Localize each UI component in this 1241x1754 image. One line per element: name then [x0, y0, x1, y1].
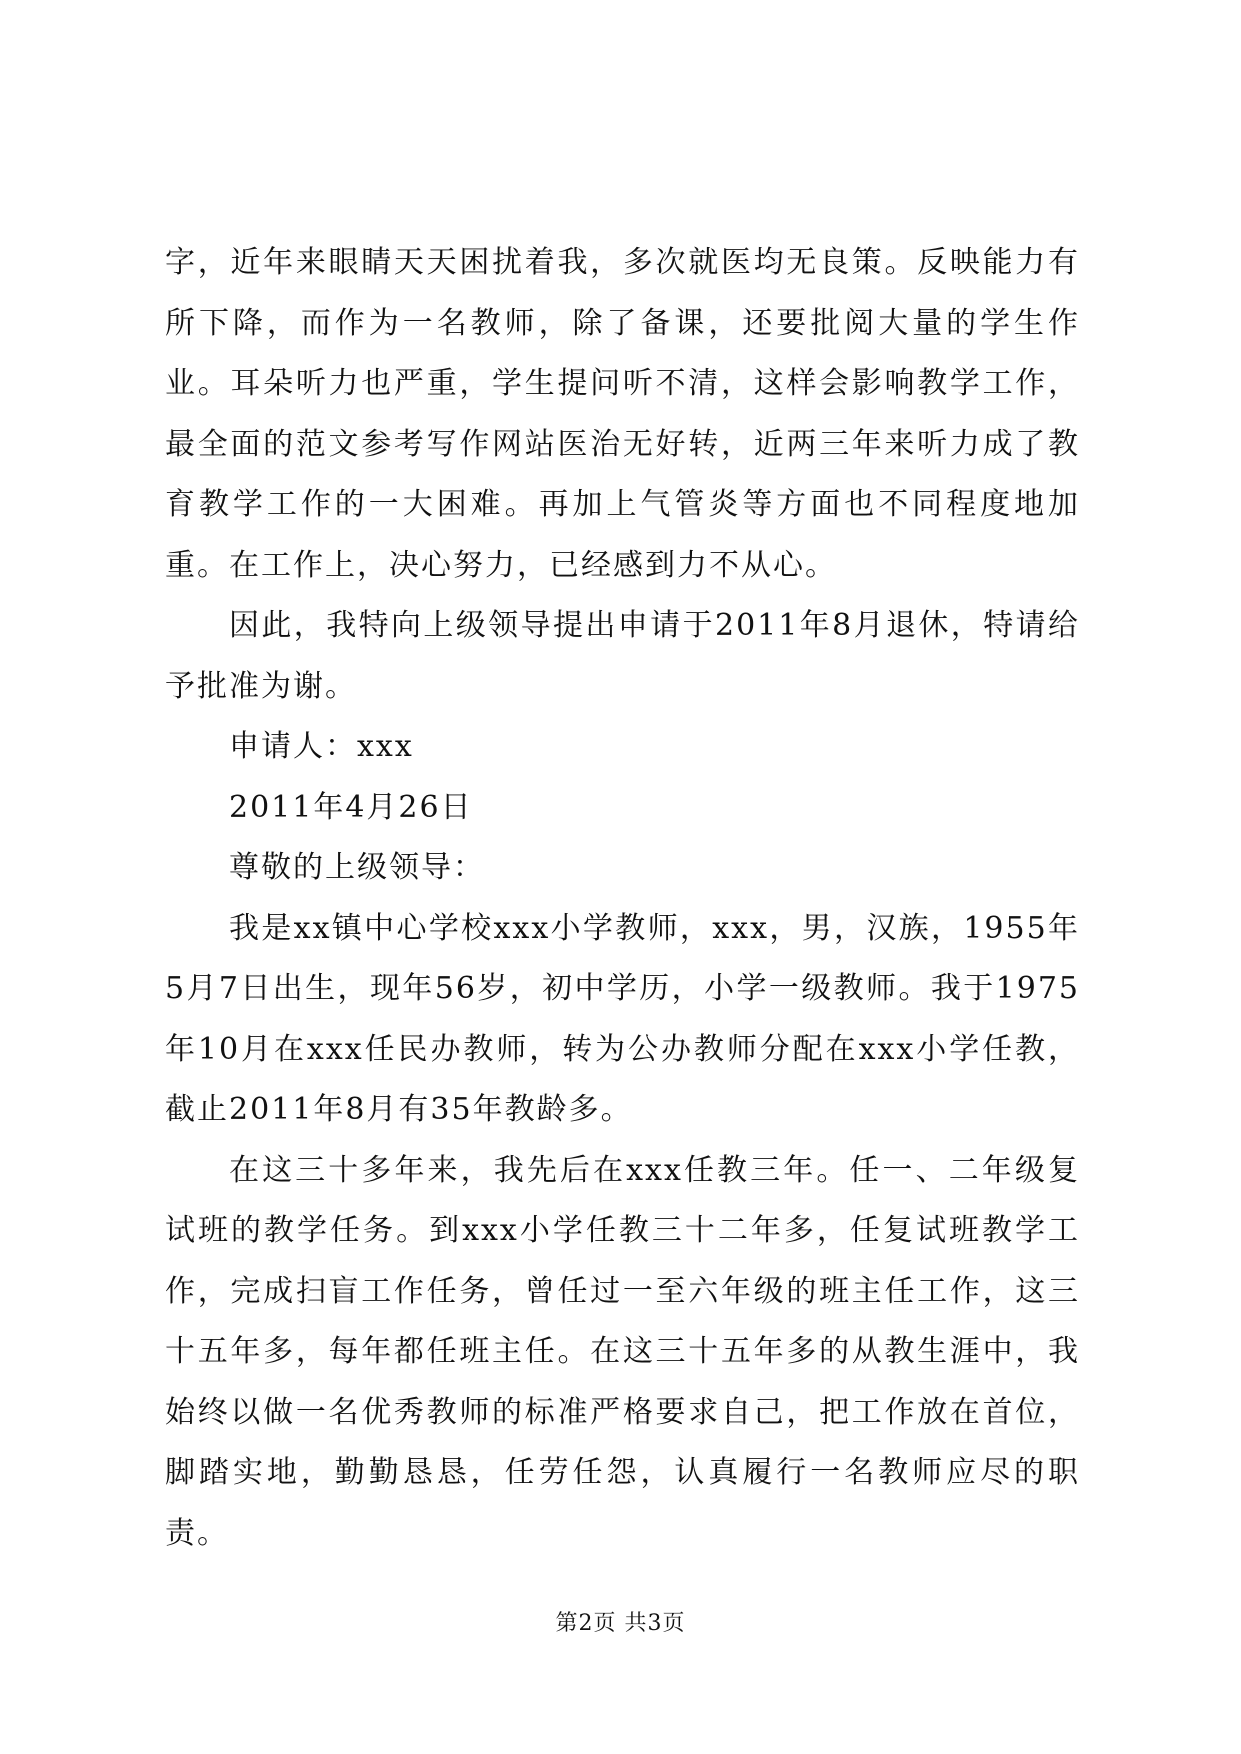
page-footer: 第2页 共3页	[555, 1611, 686, 1636]
paragraph-retirement-request: 因此，我特向上级领导提出申请于2011年8月退休，特请给予批准为谢。	[165, 608, 1080, 704]
salutation: 尊敬的上级领导：	[229, 850, 485, 885]
application-date: 2011年4月26日	[229, 789, 473, 825]
paragraph-teaching-history: 在这三十多年来，我先后在xxx任教三年。任一、二年级复试班的教学任务。到xxx小学任教三十二年多，任复试班教学工作，完成扫盲工作任务，曾任过一至六年级的班主任工作，这三十五年多，每年都任班主任。在这三十五年多的从教生涯中，我始终以做一名优秀教师的标准严格要求自己，把工作放在首位，脚踏实地，勤勤恳恳，任劳任怨，认真履行一名教师应尽的职责。	[165, 1152, 1080, 1551]
applicant-signature: 申请人：xxx	[229, 729, 414, 764]
document-body	[165, 233, 1080, 1564]
paragraph-health-continuation: 字，近年来眼睛天天困扰着我，多次就医均无良策。反映能力有所下降，而作为一名教师，除了备课，还要批阅大量的学生作业。耳朵听力也严重，学生提问听不清，这样会影响教学工作，最全面的范文参考写作网站医治无好转，近两三年来听力成了教育教学工作的一大困难。再加上气管炎等方面也不同程度地加重。在工作上，决心努力，已经感到力不从心。	[165, 245, 1080, 583]
paragraph-personal-info: 我是xx镇中心学校xxx小学教师，xxx，男，汉族，1955年5月7日出生，现年56岁，初中学历，小学一级教师。我于1975年10月在xxx任民办教师，转为公办教师分配在xxx小学任教，截止2011年8月有35年教龄多。	[165, 910, 1080, 1127]
